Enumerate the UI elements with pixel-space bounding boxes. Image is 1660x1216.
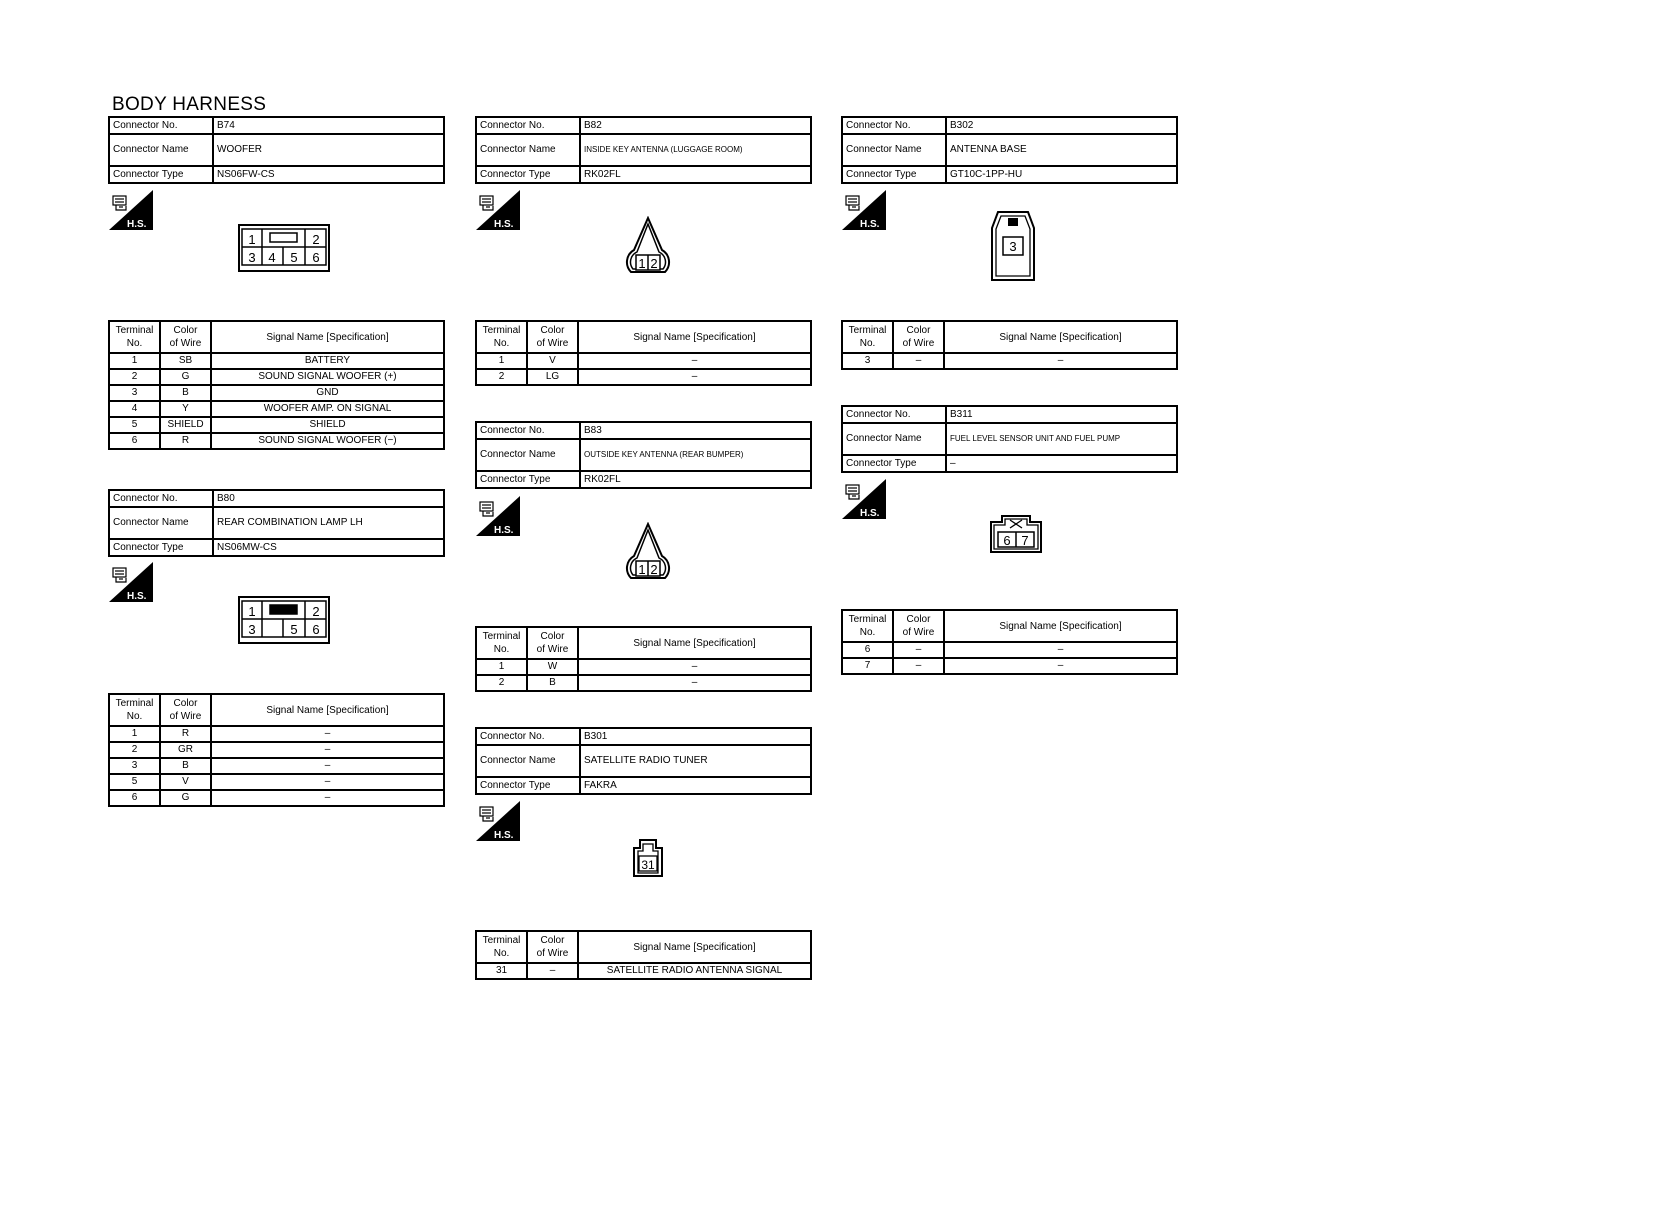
table-row: 2 LG –: [476, 369, 811, 385]
terminal-label: 5: [290, 622, 298, 637]
terminal-table: [475, 626, 812, 692]
signal-header: Signal Name [Specification]: [211, 321, 444, 353]
connector-type-label: Connector Type: [109, 166, 213, 183]
terminal-label: 7: [1021, 533, 1029, 548]
connector-name-value: SATELLITE RADIO TUNER: [580, 745, 811, 777]
harness-side-icon: [476, 801, 520, 841]
table-row: 1 SB BATTERY: [109, 353, 444, 369]
connector-face-diagram: [238, 596, 330, 644]
terminal-no-header: Terminal No.: [109, 321, 160, 353]
connector-face-diagram: [615, 216, 681, 274]
connector-no-value: B301: [580, 728, 811, 745]
harness-side-icon: [109, 190, 153, 230]
connector-type-value: GT10C-1PP-HU: [946, 166, 1177, 183]
connector-name-value: OUTSIDE KEY ANTENNA (REAR BUMPER): [580, 439, 811, 471]
signal-header: Signal Name [Specification]: [578, 627, 811, 659]
color-header: Color of Wire: [527, 627, 578, 659]
connector-type-label: Connector Type: [476, 166, 580, 183]
connector-name-value: ANTENNA BASE: [946, 134, 1177, 166]
terminal-no-header: Terminal No.: [476, 931, 527, 963]
terminal-no-header: Terminal No.: [842, 610, 893, 642]
hs-label: H.S.: [494, 830, 514, 841]
terminal-label: 3: [1009, 239, 1017, 254]
terminal-label: 1: [638, 562, 646, 577]
terminal-no-header: Terminal No.: [476, 627, 527, 659]
harness-side-icon: [842, 190, 886, 230]
connector-no-label: Connector No.: [476, 117, 580, 134]
terminal-label: 2: [650, 562, 658, 577]
signal-header: Signal Name [Specification]: [944, 610, 1177, 642]
harness-side-icon: [842, 479, 886, 519]
terminal-label: 2: [650, 256, 658, 271]
connector-info-table: [108, 116, 445, 184]
connector-type-value: FAKRA: [580, 777, 811, 794]
color-header: Color of Wire: [893, 321, 944, 353]
table-row: 6 R SOUND SIGNAL WOOFER (−): [109, 433, 444, 449]
color-header: Color of Wire: [160, 694, 211, 726]
terminal-label: 6: [312, 250, 320, 265]
hs-label: H.S.: [860, 219, 880, 230]
table-row: 5 SHIELD SHIELD: [109, 417, 444, 433]
connector-no-label: Connector No.: [476, 728, 580, 745]
terminal-table: [108, 320, 445, 450]
connector-no-value: B83: [580, 422, 811, 439]
page-title: BODY HARNESS: [112, 94, 267, 115]
color-header: Color of Wire: [527, 321, 578, 353]
connector-type-value: RK02FL: [580, 166, 811, 183]
connector-name-label: Connector Name: [842, 134, 946, 166]
connector-name-value: INSIDE KEY ANTENNA (LUGGAGE ROOM): [580, 134, 811, 166]
connector-type-label: Connector Type: [109, 539, 213, 556]
harness-side-icon: [476, 190, 520, 230]
connector-face-diagram: [615, 522, 681, 580]
connector-no-value: B311: [946, 406, 1177, 423]
terminal-label: 6: [1003, 533, 1011, 548]
terminal-table: [841, 320, 1178, 370]
connector-name-label: Connector Name: [476, 439, 580, 471]
terminal-label: 4: [268, 250, 276, 265]
table-row: 3 B GND: [109, 385, 444, 401]
table-row: 6 – –: [842, 642, 1177, 658]
hs-label: H.S.: [127, 219, 147, 230]
hs-label: H.S.: [494, 525, 514, 536]
connector-info-table: [841, 116, 1178, 184]
connector-no-label: Connector No.: [109, 490, 213, 507]
connector-info-table: [475, 421, 812, 489]
terminal-table: [475, 320, 812, 386]
terminal-table: [475, 930, 812, 980]
table-row: 3 B –: [109, 758, 444, 774]
table-row: 2 B –: [476, 675, 811, 691]
connector-type-value: –: [946, 455, 1177, 472]
connector-face-diagram: [990, 210, 1036, 282]
terminal-label: 3: [248, 250, 256, 265]
connector-name-label: Connector Name: [476, 745, 580, 777]
terminal-label: 1: [248, 232, 256, 247]
connector-name-value: WOOFER: [213, 134, 444, 166]
terminal-label: 2: [312, 232, 320, 247]
signal-header: Signal Name [Specification]: [211, 694, 444, 726]
terminal-no-header: Terminal No.: [109, 694, 160, 726]
connector-face-diagram: [988, 514, 1044, 554]
table-row: 6 G –: [109, 790, 444, 806]
connector-type-value: NS06MW-CS: [213, 539, 444, 556]
connector-no-value: B82: [580, 117, 811, 134]
color-header: Color of Wire: [893, 610, 944, 642]
terminal-no-header: Terminal No.: [476, 321, 527, 353]
terminal-label: 1: [248, 604, 256, 619]
connector-face-diagram: [238, 224, 330, 272]
signal-header: Signal Name [Specification]: [578, 321, 811, 353]
terminal-label: 2: [312, 604, 320, 619]
hs-label: H.S.: [127, 591, 147, 602]
signal-header: Signal Name [Specification]: [944, 321, 1177, 353]
connector-no-value: B302: [946, 117, 1177, 134]
connector-type-label: Connector Type: [476, 471, 580, 488]
connector-info-table: [475, 727, 812, 795]
table-row: 1 V –: [476, 353, 811, 369]
terminal-label: 1: [638, 256, 646, 271]
connector-type-label: Connector Type: [842, 166, 946, 183]
connector-type-label: Connector Type: [476, 777, 580, 794]
connector-name-value: FUEL LEVEL SENSOR UNIT AND FUEL PUMP: [946, 423, 1177, 455]
connector-no-value: B74: [213, 117, 444, 134]
terminal-label: 3: [248, 622, 256, 637]
table-row: 4 Y WOOFER AMP. ON SIGNAL: [109, 401, 444, 417]
connector-type-value: NS06FW-CS: [213, 166, 444, 183]
connector-info-table: [108, 489, 445, 557]
connector-no-value: B80: [213, 490, 444, 507]
connector-type-label: Connector Type: [842, 455, 946, 472]
terminal-table: [108, 693, 445, 807]
terminal-label: 31: [641, 858, 655, 872]
terminal-label: 5: [290, 250, 298, 265]
terminal-no-header: Terminal No.: [842, 321, 893, 353]
connector-name-label: Connector Name: [109, 507, 213, 539]
color-header: Color of Wire: [160, 321, 211, 353]
connector-no-label: Connector No.: [842, 406, 946, 423]
connector-name-label: Connector Name: [109, 134, 213, 166]
connector-info-table: [841, 405, 1178, 473]
harness-side-icon: [109, 562, 153, 602]
table-row: 3 – –: [842, 353, 1177, 369]
connector-no-label: Connector No.: [842, 117, 946, 134]
connector-no-label: Connector No.: [476, 422, 580, 439]
connector-no-label: Connector No.: [109, 117, 213, 134]
terminal-label: 6: [312, 622, 320, 637]
terminal-table: [841, 609, 1178, 675]
connector-info-table: [475, 116, 812, 184]
table-row: 1 W –: [476, 659, 811, 675]
connector-type-value: RK02FL: [580, 471, 811, 488]
connector-name-value: REAR COMBINATION LAMP LH: [213, 507, 444, 539]
hs-label: H.S.: [860, 508, 880, 519]
connector-name-label: Connector Name: [842, 423, 946, 455]
connector-name-label: Connector Name: [476, 134, 580, 166]
table-row: 1 R –: [109, 726, 444, 742]
table-row: 7 – –: [842, 658, 1177, 674]
connector-face-diagram: [630, 838, 666, 878]
table-row: 5 V –: [109, 774, 444, 790]
color-header: Color of Wire: [527, 931, 578, 963]
table-row: 2 G SOUND SIGNAL WOOFER (+): [109, 369, 444, 385]
table-row: 2 GR –: [109, 742, 444, 758]
signal-header: Signal Name [Specification]: [578, 931, 811, 963]
table-row: 31 – SATELLITE RADIO ANTENNA SIGNAL: [476, 963, 811, 979]
harness-side-icon: [476, 496, 520, 536]
hs-label: H.S.: [494, 219, 514, 230]
